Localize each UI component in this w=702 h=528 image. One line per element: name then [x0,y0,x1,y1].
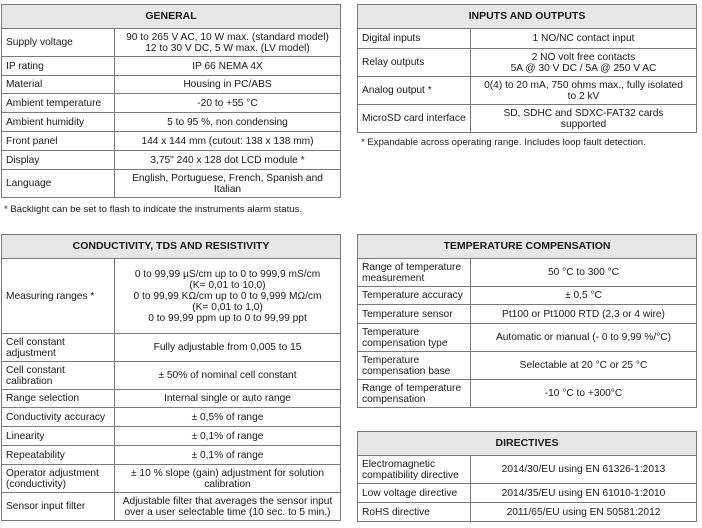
table-row [2,334,341,362]
row-value: SD, SDHC and SDXC-FAT32 cards supported [471,105,697,133]
general-footnote: * Backlight can be set to flash to indicate the instruments alarm status. [4,204,303,215]
table-row [2,465,341,493]
table-row [2,29,341,57]
conductivity-table [1,234,341,521]
row-label: Linearity [2,427,115,446]
row-value: ± 10 % slope (gain) adjustment for solution calibration [115,465,341,493]
row-value: 50 °C to 300 °C [471,259,697,287]
row-label: Conductivity accuracy [2,408,115,427]
table-row [358,380,697,408]
row-label: Temperature accuracy [358,287,471,305]
row-value: 0 to 99,99 µS/cm up to 0 to 999,9 mS/cm (K= 0,01 to 10,0) 0 to 99,99 KΩ/cm up to 0 to 9,999 MΩ/cm (K= 0,01 to 1,0) 0 to 99,99 ppm up to 0 to 99,99 ppt [115,259,341,334]
row-value: 3,75" 240 x 128 dot LCD module * [115,151,341,170]
row-value: Internal single or auto range [115,390,341,408]
temperature-title: TEMPERATURE COMPENSATION [358,235,697,259]
table-row [2,390,341,408]
row-value: 5 to 95 %, non condensing [115,113,341,132]
row-value: ± 0,5% of range [115,408,341,427]
table-row [2,94,341,113]
row-label: Language [2,170,115,198]
table-row [358,259,697,287]
table-row [2,76,341,94]
row-value: Housing in PC/ABS [115,76,341,94]
row-label: Ambient humidity [2,113,115,132]
table-row [358,287,697,305]
io-table [357,4,697,133]
row-label: IP rating [2,57,115,76]
row-value: Fully adjustable from 0,005 to 15 [115,334,341,362]
conductivity-title: CONDUCTIVITY, TDS AND RESISTIVITY [2,235,341,259]
row-label: Cell constant adjustment [2,334,115,362]
table-row [358,484,697,503]
row-label: Electromagnetic compatibility directive [358,456,471,484]
table-row [358,49,697,77]
table-row [2,362,341,390]
row-label: Temperature compensation type [358,324,471,352]
row-label: Sensor input filter [2,493,115,521]
row-label: Repeatability [2,446,115,465]
table-row [2,151,341,170]
row-label: Analog output * [358,77,471,105]
row-label: Display [2,151,115,170]
io-footnote: * Expandable across operating range. Includes loop fault detection. [361,137,646,148]
row-value: Adjustable filter that averages the sensor input over a user selectable time (10 sec. to 5 min.) [115,493,341,521]
row-label: Cell constant calibration [2,362,115,390]
row-value: Pt100 or Pt1000 RTD (2,3 or 4 wire) [471,305,697,324]
io-title: INPUTS AND OUTPUTS [358,5,697,29]
row-label: Front panel [2,132,115,151]
general-title: GENERAL [2,5,341,29]
row-label: Low voltage directive [358,484,471,503]
row-value: ± 0,1% of range [115,427,341,446]
table-row [2,57,341,76]
row-value: IP 66 NEMA 4X [115,57,341,76]
row-value: 144 x 144 mm (cutout: 138 x 138 mm) [115,132,341,151]
table-row [358,324,697,352]
row-label: Range of temperature measurement [358,259,471,287]
table-row [358,352,697,380]
general-table [1,4,341,198]
row-value: ± 0,5 °C [471,287,697,305]
row-value: Automatic or manual (- 0 to 9,99 %/°C) [471,324,697,352]
row-value: ± 0,1% of range [115,446,341,465]
row-label: Digital inputs [358,29,471,49]
row-label: MicroSD card interface [358,105,471,133]
directives-title: DIRECTIVES [358,432,697,456]
row-label: Relay outputs [358,49,471,77]
row-value: 90 to 265 V AC, 10 W max. (standard model) 12 to 30 V DC, 5 W max. (LV model) [115,29,341,57]
temperature-table [357,234,697,408]
row-value: 0(4) to 20 mA, 750 ohms max., fully isolated to 2 kV [471,77,697,105]
table-row [2,446,341,465]
table-row [358,503,697,522]
row-value: 2014/30/EU using EN 61326-1:2013 [471,456,697,484]
row-value: ± 50% of nominal cell constant [115,362,341,390]
row-label: Range of temperature compensation [358,380,471,408]
table-row [2,259,341,334]
table-row [2,427,341,446]
row-value: Selectable at 20 °C or 25 °C [471,352,697,380]
row-value: 2011/65/EU using EN 50581:2012 [471,503,697,522]
row-label: RoHS directive [358,503,471,522]
row-value: English, Portuguese, French, Spanish and Italian [115,170,341,198]
row-value: 2 NO volt free contacts 5A @ 30 V DC / 5A @ 250 V AC [471,49,697,77]
row-value: -10 °C to +300°C [471,380,697,408]
table-row [358,77,697,105]
table-row [2,170,341,198]
row-value: 2014/35/EU using EN 61010-1:2010 [471,484,697,503]
table-row [358,456,697,484]
row-label: Supply voltage [2,29,115,57]
table-row [2,493,341,521]
table-row [358,305,697,324]
table-row [2,408,341,427]
table-row [358,29,697,49]
row-label: Range selection [2,390,115,408]
row-label: Measuring ranges * [2,259,115,334]
table-row [2,132,341,151]
table-row [358,105,697,133]
row-label: Temperature compensation base [358,352,471,380]
directives-table [357,431,697,522]
row-label: Temperature sensor [358,305,471,324]
row-value: 1 NO/NC contact input [471,29,697,49]
row-value: -20 to +55 °C [115,94,341,113]
row-label: Operator adjustment (conductivity) [2,465,115,493]
row-label: Material [2,76,115,94]
row-label: Ambient temperature [2,94,115,113]
table-row [2,113,341,132]
